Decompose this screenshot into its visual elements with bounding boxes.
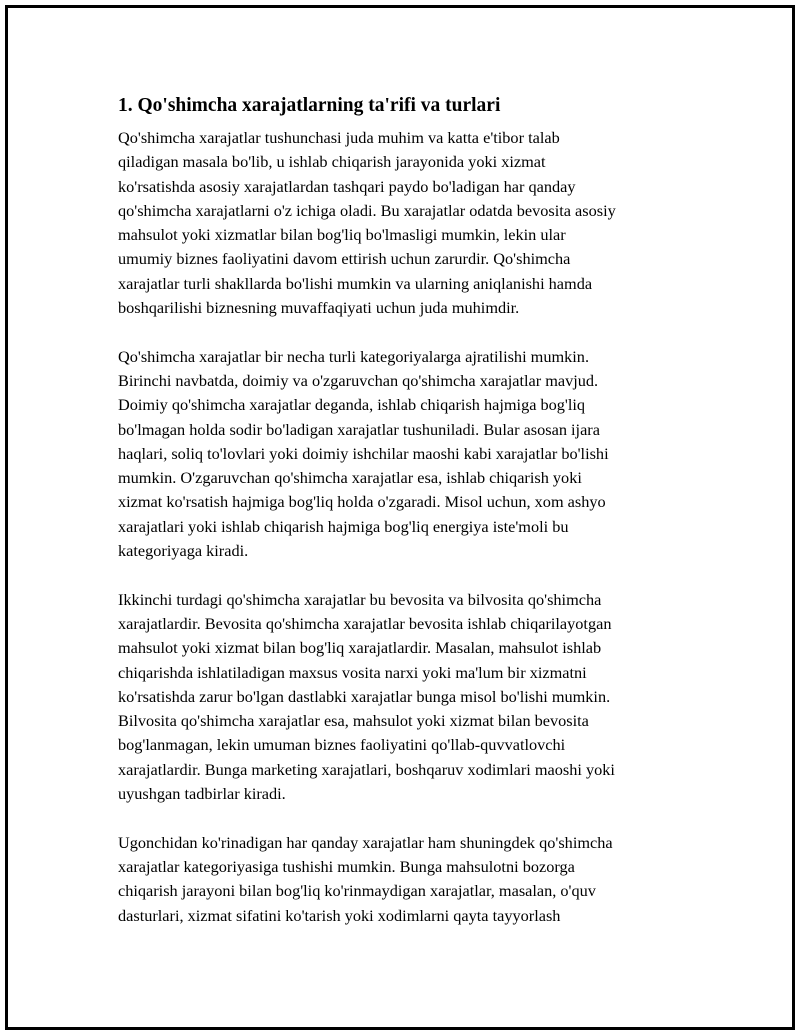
paragraph-3 (118, 588, 698, 807)
text-line: umumiy biznes faoliyatini davom ettirish uchun zarurdir. Qo'shimcha (118, 249, 571, 269)
text-line: ko'rsatishda asosiy xarajatlardan tashqari paydo bo'ladigan har qanday (118, 176, 576, 196)
text-line: Doimiy qo'shimcha xarajatlar deganda, ishlab chiqarish hajmiga bog'liq (118, 395, 586, 415)
paragraph-1 (118, 126, 698, 320)
text-line: Qo'shimcha xarajatlar tushunchasi juda muhim va katta e'tibor talab (118, 128, 560, 147)
text-line: dasturlari, xizmat sifatini ko'tarish yoki xodimlarni qayta tayyorlash (118, 905, 561, 925)
text-line: chiqarish jarayoni bilan bog'liq ko'rinmaydigan xarajatlar, masalan, o'quv (118, 881, 596, 901)
text-line: Birinchi navbatda, doimiy va o'zgaruvchan qo'shimcha xarajatlar mavjud. (118, 370, 599, 390)
document-body (118, 92, 698, 952)
text-line: Qo'shimcha xarajatlar bir necha turli kategoriyalarga ajratilishi mumkin. (118, 346, 590, 366)
section-heading: 1. Qo'shimcha xarajatlarning ta'rifi va turlari (118, 95, 501, 116)
text-line: bog'lanmagan, lekin umuman biznes faoliyatini qo'llab-quvvatlovchi (118, 735, 566, 755)
text-line: kategoriyaga kiradi. (118, 541, 249, 561)
text-line: xarajatlardir. Bevosita qo'shimcha xarajatlar bevosita ishlab chiqarilayotgan (118, 613, 612, 633)
text-line: Ikkinchi turdagi qo'shimcha xarajatlar bu bevosita va bilvosita qo'shimcha (118, 589, 602, 609)
text-line: xizmat ko'rsatish hajmiga bog'liq holda o'zgaradi. Misol uchun, xom ashyo (118, 492, 606, 512)
text-line: chiqarishda ishlatiladigan maxsus vosita narxi yoki ma'lum bir xizmatni (118, 662, 587, 682)
paragraph-4 (118, 831, 698, 928)
text-line: Bilvosita qo'shimcha xarajatlar esa, mahsulot yoki xizmat bilan bevosita (118, 711, 589, 731)
text-line: uyushgan tadbirlar kiradi. (118, 784, 286, 804)
text-line: mahsulot yoki xizmatlar bilan bog'liq bo'lmasligi mumkin, lekin ular (118, 225, 566, 245)
text-line: xarajatlar kategoriyasiga tushishi mumkin. Bunga mahsulotni bozorga (118, 856, 575, 876)
text-line: mumkin. O'zgaruvchan qo'shimcha xarajatlar esa, ishlab chiqarish yoki (118, 468, 582, 488)
text-line: xarajatlar turli shakllarda bo'lishi mumkin va ularning aniqlanishi hamda (118, 273, 593, 293)
text-line: bo'lmagan holda sodir bo'ladigan xarajatlar tushuniladi. Bular asosan ijara (118, 419, 600, 439)
text-line: qiladigan masala bo'lib, u ishlab chiqarish jarayonida yoki xizmat (118, 152, 546, 172)
text-line: xarajatlardir. Bunga marketing xarajatlari, boshqaruv xodimlari maoshi yoki (118, 759, 615, 779)
paragraph-2 (118, 345, 698, 564)
text-line: xarajatlari yoki ishlab chiqarish hajmiga bog'liq energiya iste'moli bu (118, 516, 569, 536)
text-line: qo'shimcha xarajatlarni o'z ichiga oladi. Bu xarajatlar odatda bevosita asosiy (118, 200, 616, 220)
text-line: Ugonchidan ko'rinadigan har qanday xarajatlar ham shuningdek qo'shimcha (118, 832, 613, 852)
text-line: ko'rsatishda zarur bo'lgan dastlabki xarajatlar bunga misol bo'lishi mumkin. (118, 686, 611, 706)
text-line: haqlari, soliq to'lovlari yoki doimiy ishchilar maoshi kabi xarajatlar bo'lishi (118, 443, 609, 463)
text-line: mahsulot yoki xizmat bilan bog'liq xarajatlardir. Masalan, mahsulot ishlab (118, 638, 602, 658)
text-line: boshqarilishi biznesning muvaffaqiyati uchun juda muhimdir. (118, 298, 520, 318)
